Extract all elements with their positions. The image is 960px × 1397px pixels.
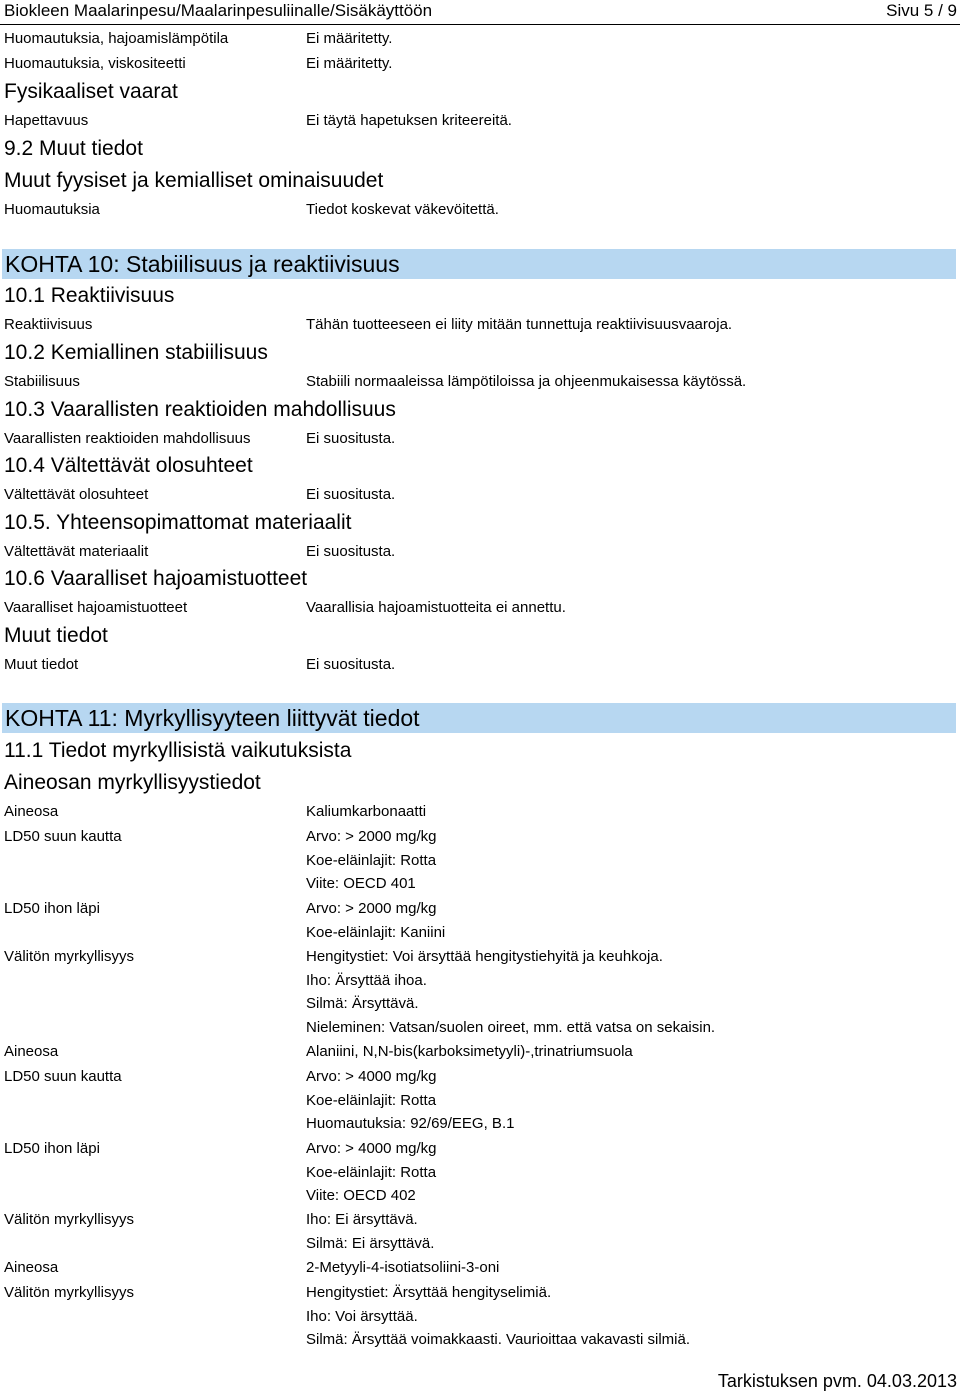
property-label: Vaaralliset hajoamistuotteet — [4, 599, 188, 616]
toxicity-value: Kaliumkarbonaatti — [306, 803, 427, 820]
toxicity-value: Silmä: Ärsyttävä. — [306, 995, 419, 1012]
toxicity-values — [306, 1140, 437, 1211]
subsection-heading: 10.4 Vältettävät olosuhteet — [4, 454, 253, 477]
toxicity-values — [306, 828, 437, 899]
property-label: Huomautuksia, viskositeetti — [4, 55, 186, 72]
toxicity-values — [306, 1211, 434, 1258]
toxicity-value: Arvo: > 2000 mg/kg — [306, 828, 437, 845]
toxicity-value: Huomautuksia: 92/69/EEG, B.1 — [306, 1115, 515, 1132]
property-value: Ei määritetty. — [306, 55, 393, 72]
property-value: Ei täytä hapetuksen kriteereitä. — [306, 112, 512, 129]
toxicity-value: Arvo: > 4000 mg/kg — [306, 1068, 437, 1085]
property-label: Vältettävät materiaalit — [4, 543, 149, 560]
toxicity-values — [306, 1068, 514, 1139]
toxicity-value: Iho: Voi ärsyttää. — [306, 1307, 418, 1325]
toxicity-value: Iho: Ärsyttää ihoa. — [306, 971, 427, 989]
property-label: Stabiilisuus — [4, 373, 80, 390]
toxicity-value: Hengitystiet: Ärsyttää hengityselimiä. — [306, 1284, 552, 1301]
document-title: Biokleen Maalarinpesu/Maalarinpesuliinalle/Sisäkäyttöön — [4, 1, 433, 20]
toxicity-values — [306, 1284, 690, 1355]
subsection-heading: Aineosan myrkyllisyystiedot — [4, 771, 261, 794]
toxicity-value: 2-Metyyli-4-isotiatsoliini-3-oni — [306, 1259, 500, 1276]
subsection-heading: 10.3 Vaarallisten reaktioiden mahdollisuus — [4, 398, 396, 421]
property-label: Huomautuksia, hajoamislämpötila — [4, 30, 229, 47]
revision-date: Tarkistuksen pvm. 04.03.2013 — [717, 1371, 957, 1391]
toxicity-label: Aineosa — [4, 803, 59, 820]
toxicity-value: Silmä: Ärsyttää voimakkaasti. Vaurioittaa vakavasti silmiä. — [306, 1331, 691, 1348]
toxicity-value: Viite: OECD 401 — [306, 875, 416, 892]
toxicity-label: Välitön myrkyllisyys — [4, 1211, 135, 1228]
toxicity-label: Välitön myrkyllisyys — [4, 1284, 135, 1301]
toxicity-label: LD50 suun kautta — [4, 1068, 122, 1085]
toxicity-value: Koe-eläinlajit: Rotta — [306, 1163, 437, 1181]
toxicity-label: Aineosa — [4, 1259, 59, 1276]
subsection-heading: Muut fyysiset ja kemialliset ominaisuudet — [4, 169, 384, 192]
toxicity-value: Arvo: > 4000 mg/kg — [306, 1140, 437, 1157]
toxicity-value: Koe-eläinlajit: Kaniini — [306, 923, 446, 941]
property-value: Ei määritetty. — [306, 30, 393, 47]
subsection-heading: 10.1 Reaktiivisuus — [4, 284, 175, 307]
toxicity-values — [306, 900, 445, 947]
property-label: Huomautuksia — [4, 201, 100, 218]
subsection-heading: 10.2 Kemiallinen stabiilisuus — [4, 341, 268, 364]
section-title-bar — [2, 703, 956, 733]
toxicity-values — [306, 1259, 499, 1283]
property-label: Vältettävät olosuhteet — [4, 486, 149, 503]
property-value: Stabiili normaaleissa lämpötiloissa ja ohjeenmukaisessa käytössä. — [306, 373, 747, 390]
toxicity-value: Viite: OECD 402 — [306, 1187, 416, 1204]
property-label: Vaarallisten reaktioiden mahdollisuus — [4, 430, 251, 447]
property-value: Ei suositusta. — [306, 430, 396, 447]
section-title: KOHTA 10: Stabiilisuus ja reaktiivisuus — [5, 251, 400, 277]
toxicity-values — [306, 948, 715, 1042]
toxicity-value: Iho: Ei ärsyttävä. — [306, 1211, 418, 1228]
page-number: Sivu 5 / 9 — [886, 1, 957, 20]
toxicity-value: Alaniini, N,N-bis(karboksimetyyli)-,trinatriumsuola — [306, 1043, 633, 1060]
toxicity-value: Hengitystiet: Voi ärsyttää hengitystiehyitä ja keuhkoja. — [306, 948, 663, 965]
toxicity-label: LD50 ihon läpi — [4, 1140, 100, 1157]
toxicity-values — [306, 803, 426, 827]
subsection-heading: 10.6 Vaaralliset hajoamistuotteet — [4, 567, 308, 590]
page-header — [0, 0, 960, 25]
toxicity-value: Nieleminen: Vatsan/suolen oireet, mm. että vatsa on sekaisin. — [306, 1018, 716, 1036]
subsection-heading: Fysikaaliset vaarat — [4, 80, 178, 103]
toxicity-value: Koe-eläinlajit: Rotta — [306, 1091, 437, 1109]
property-value: Ei suositusta. — [306, 543, 396, 560]
toxicity-value: Koe-eläinlajit: Rotta — [306, 851, 437, 869]
toxicity-label: LD50 suun kautta — [4, 828, 122, 845]
toxicity-label: Aineosa — [4, 1043, 59, 1060]
toxicity-value: Silmä: Ei ärsyttävä. — [306, 1234, 435, 1252]
toxicity-label: LD50 ihon läpi — [4, 900, 100, 917]
toxicity-value: Arvo: > 2000 mg/kg — [306, 900, 437, 917]
toxicity-values — [306, 1043, 633, 1067]
subsection-heading: 9.2 Muut tiedot — [4, 137, 143, 160]
property-value: Vaarallisia hajoamistuotteita ei annettu. — [306, 599, 566, 616]
property-value: Tähän tuotteeseen ei liity mitään tunnettuja reaktiivisuusvaaroja. — [306, 316, 733, 333]
section-title: KOHTA 11: Myrkyllisyyteen liittyvät tiedot — [5, 705, 420, 731]
toxicity-label: Välitön myrkyllisyys — [4, 948, 135, 965]
property-label: Hapettavuus — [4, 112, 89, 129]
subsection-heading: 11.1 Tiedot myrkyllisistä vaikutuksista — [4, 739, 352, 762]
property-label: Reaktiivisuus — [4, 316, 93, 333]
property-value: Ei suositusta. — [306, 486, 396, 503]
property-value: Tiedot koskevat väkevöitettä. — [306, 201, 499, 218]
section-title-bar — [2, 249, 956, 279]
property-value: Ei suositusta. — [306, 656, 396, 673]
subsection-heading: 10.5. Yhteensopimattomat materiaalit — [4, 511, 352, 534]
subsection-heading: Muut tiedot — [4, 624, 108, 647]
property-label: Muut tiedot — [4, 656, 79, 673]
